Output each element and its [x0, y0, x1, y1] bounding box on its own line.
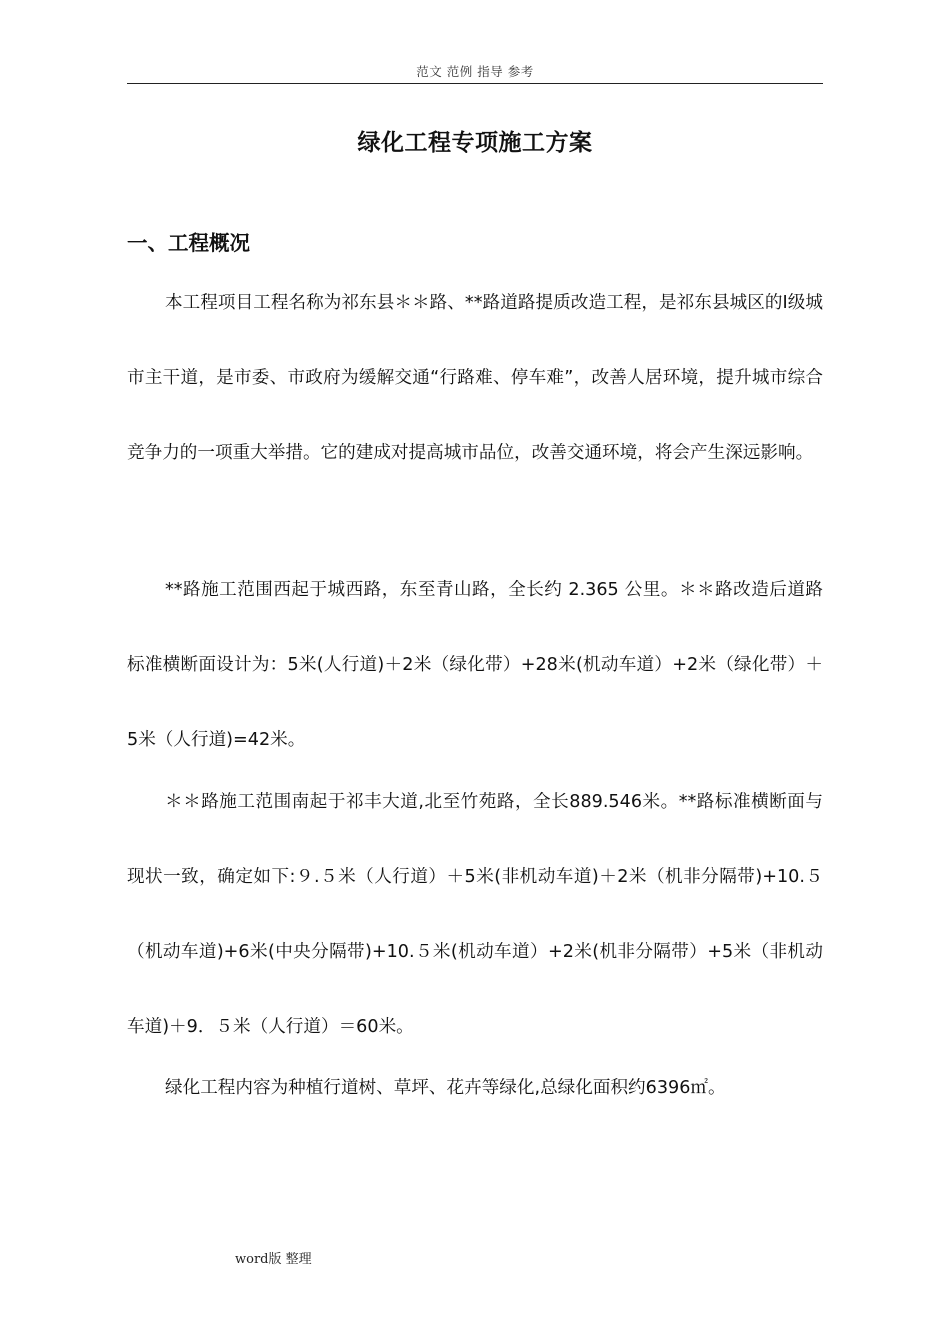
header-divider: [127, 83, 823, 84]
page-header: 范文 范例 指导 参考: [416, 64, 534, 79]
paragraph-project-overview: 本工程项目工程名称为祁东县＊＊路、**路道路提质改造工程，是祁东县城区的Ⅰ级城市主干道，是市委、市政府为缓解交通“行路难、停车难”，改善人居环境，提升城市综合竞争力的一项重大举措。它的建成对提高城市品位，改善交通环境，将会产生深远影响。: [127, 293, 823, 463]
section-heading: 一、工程概况: [127, 231, 250, 255]
paragraph-road-west-east: **路施工范围西起于城西路，东至青山路，全长约 2.365 公里。＊＊路改造后道路标准横断面设计为：5米(人行道)＋2米（绿化带）+28米(机动车道）+2米（绿化带）＋5米（人行道)=42米。: [127, 580, 823, 750]
document-title: 绿化工程专项施工方案: [357, 130, 593, 156]
page-footer: word版 整理: [235, 1252, 312, 1267]
paragraph-road-south-north: ＊＊路施工范围南起于祁丰大道,北至竹苑路，全长889.546米。**路标准横断面与现状一致，确定如下:９.５米（人行道）＋5米(非机动车道)＋2米（机非分隔带)+10.５（机动车道)+6米(中央分隔带)+10.５米(机动车道）+2米(机非分隔带）+5米（非机动车道)＋9．５米（人行道）＝60米。: [127, 792, 823, 1037]
paragraph-greening-scope: 绿化工程内容为种植行道树、草坪、花卉等绿化,总绿化面积约6396㎡。: [165, 1078, 726, 1098]
